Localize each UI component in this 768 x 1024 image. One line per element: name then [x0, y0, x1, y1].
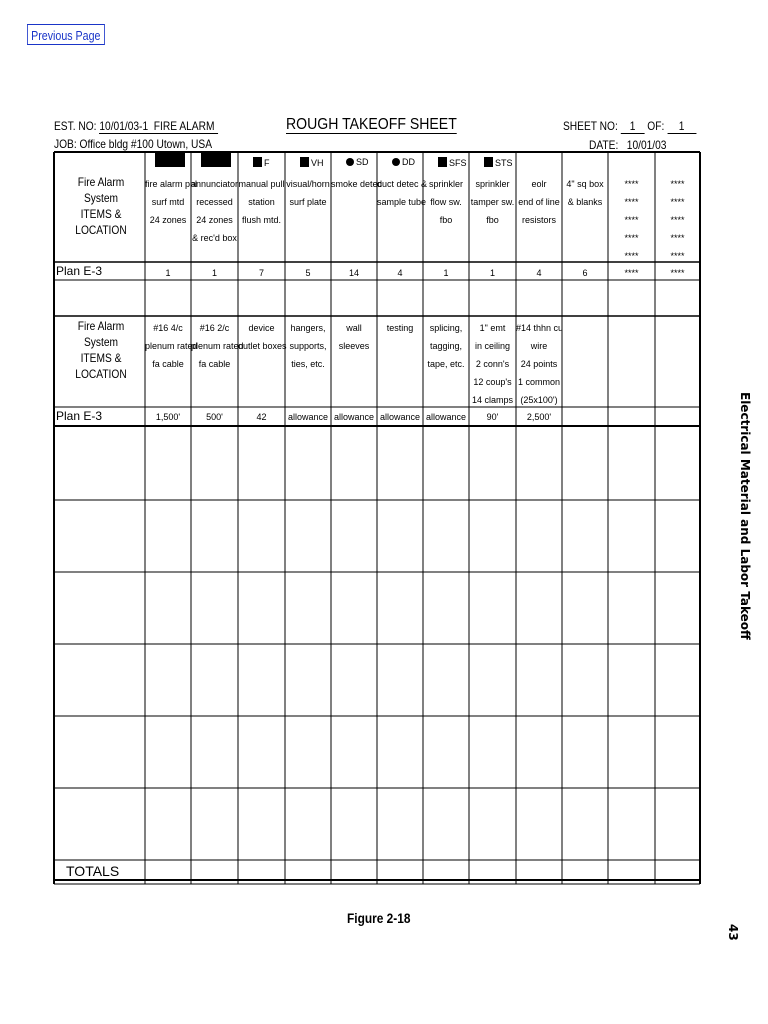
section1-col2-line: manual pull: [238, 179, 285, 189]
job-value: Office bldg #100 Utown, USA: [80, 138, 250, 152]
section1-col10-line: ****: [624, 215, 639, 225]
section1-col1-line: 24 zones: [196, 215, 233, 225]
section1-col5-line: duct detec &: [377, 179, 428, 189]
sheet-value: 1: [621, 120, 645, 134]
section1-col2-line: flush mtd.: [241, 215, 281, 225]
section2-col4-line: wall: [346, 323, 362, 333]
section2-plan-value: 42: [256, 412, 267, 422]
symbol-label: SD: [356, 157, 369, 167]
section2-col6-line: tape, etc.: [427, 359, 465, 369]
section2-row-label: [56, 318, 146, 382]
section1-col5-line: sample tube: [377, 197, 427, 207]
section1-col11-line: ****: [670, 179, 685, 189]
section1-plan-value: 5: [305, 268, 311, 278]
section2-col3-line: hangers,: [290, 323, 326, 333]
row-label-line: ITEMS &: [80, 351, 122, 365]
symbol-dd: [392, 157, 415, 167]
section1-col3-line: surf plate: [289, 197, 327, 207]
section2-col3-line: ties, etc.: [291, 359, 325, 369]
section2-plan-value: allowance: [333, 412, 375, 422]
circle-symbol-icon: [392, 158, 400, 166]
section2-col1-line: fa cable: [198, 359, 231, 369]
symbol-sts: [484, 157, 513, 168]
est-value: 10/01/03-1: [99, 119, 149, 133]
section1-col10-line: ****: [624, 197, 639, 207]
section1-col0-line: fire alarm pnl: [145, 179, 198, 189]
section1-row-label: [56, 174, 146, 238]
symbol-vh: [300, 157, 324, 168]
row-label-line: ITEMS &: [80, 207, 122, 221]
section1-col10-line: ****: [624, 179, 639, 189]
section2-col8-line: #14 thhn cu: [516, 323, 564, 333]
section1-plan-value: 1: [211, 268, 217, 278]
section2-col7-line: 12 coup's: [473, 377, 512, 387]
section1-plan-value: 4: [397, 268, 403, 278]
section1-col4-line: smoke detec: [331, 179, 383, 189]
section1-col7-line: tamper sw.: [470, 197, 515, 207]
section2-col8-line: 1 common: [517, 377, 561, 387]
section1-col3-line: visual/horn: [286, 179, 330, 189]
section1-col8-line: resistors: [521, 215, 556, 225]
section2-col6-line: splicing,: [429, 323, 463, 333]
section1-col8-line: eolr: [531, 179, 547, 189]
section2-plan-value: allowance: [425, 412, 467, 422]
section1-plan-value: 7: [258, 268, 264, 278]
section2-col0-line: plenum rated: [145, 341, 198, 351]
section2-col1-line: plenum rated: [191, 341, 244, 351]
section2-col2-line: outlet boxes: [238, 341, 287, 351]
symbol-sfs: [438, 157, 467, 168]
section1-col6-line: fbo: [439, 215, 453, 225]
filled-symbol-block: [201, 153, 231, 167]
section2-col8-line: 24 points: [520, 359, 558, 369]
section1-plan-value: 14: [348, 268, 359, 278]
section2-plan-value: 500': [206, 412, 223, 422]
side-title: Electrical Material and Labor Takeoff: [738, 392, 752, 640]
section2-col8-line: wire: [530, 341, 548, 351]
square-symbol-icon: [300, 157, 309, 167]
est-desc: FIRE ALARM: [153, 119, 215, 133]
section1-col11-line: ****: [670, 233, 685, 243]
date-value: 10/01/03: [621, 139, 672, 153]
section2-plan-value: 90': [486, 412, 499, 422]
section1-col11-line: ****: [670, 251, 685, 261]
section2-col7-line: 14 clamps: [471, 395, 514, 405]
page-number: 43: [726, 924, 740, 941]
section2-col0-line: #16 4/c: [153, 323, 183, 333]
job-label: JOB:: [54, 137, 77, 151]
section2-col1-line: #16 2/c: [199, 323, 230, 333]
of-label: OF:: [647, 119, 665, 133]
section1-col6-line: sprinkler: [428, 179, 463, 189]
symbol-label: DD: [402, 157, 415, 167]
section1-plan-value: ****: [624, 268, 639, 278]
section1-col7-line: fbo: [486, 215, 499, 225]
of-value: 1: [667, 120, 696, 134]
figure-caption: Figure 2-18: [347, 910, 411, 926]
section1-col8-line: end of line: [518, 197, 560, 207]
section1-plan-value: 1: [165, 268, 171, 278]
section2-col7-line: 2 conn's: [475, 359, 510, 369]
section2-col6-line: tagging,: [429, 341, 463, 351]
square-symbol-icon: [484, 157, 493, 167]
section1-col1-line: recessed: [196, 197, 233, 207]
symbol-label: STS: [495, 158, 513, 168]
section1-col10-line: ****: [624, 251, 639, 261]
row-label-line: Fire Alarm System: [77, 175, 125, 205]
row-label-line: Fire Alarm System: [77, 319, 125, 349]
filled-symbol-block: [155, 153, 185, 167]
square-symbol-icon: [438, 157, 447, 167]
section1-plan-value: ****: [670, 268, 685, 278]
symbol-label: VH: [311, 158, 324, 168]
section2-col4-line: sleeves: [338, 341, 370, 351]
section1-col0-line: surf mtd: [151, 197, 185, 207]
section1-plan-value: 1: [489, 268, 495, 278]
section2-plan-value: allowance: [379, 412, 421, 422]
section1-col6-line: flow sw.: [430, 197, 462, 207]
date-label: DATE:: [589, 138, 619, 152]
sheet-label: SHEET NO:: [563, 119, 618, 133]
section2-col3-line: supports,: [289, 341, 327, 351]
section2-col7-line: in ceiling: [474, 341, 511, 351]
section2-col8-line: (25x100'): [520, 395, 558, 405]
section1-plan-value: 4: [536, 268, 542, 278]
symbol-f: [253, 157, 270, 168]
totals-label: TOTALS: [66, 863, 120, 879]
section1-plan-value: 1: [443, 268, 449, 278]
section2-plan-value: 1,500': [155, 412, 181, 422]
section1-col11-line: ****: [670, 197, 685, 207]
est-label: EST. NO:: [54, 119, 97, 133]
symbol-label: SFS: [449, 158, 467, 168]
circle-symbol-icon: [346, 158, 354, 166]
plan-label-1: Plan E-3: [56, 264, 103, 278]
section1-col0-line: 24 zones: [149, 215, 187, 225]
plan-label-2: Plan E-3: [56, 409, 103, 423]
section2-col0-line: fa cable: [152, 359, 184, 369]
section2-plan-value: 2,500': [526, 412, 552, 422]
section1-col1-line: & rec'd box: [192, 233, 237, 243]
section1-col9-line: 4" sq box: [566, 179, 604, 189]
section1-col10-line: ****: [624, 233, 639, 243]
section2-plan-value: allowance: [287, 412, 329, 422]
sheet-title: ROUGH TAKEOFF SHEET: [286, 116, 457, 133]
section1-col9-line: & blanks: [567, 197, 603, 207]
section1-col2-line: station: [248, 197, 275, 207]
section1-col7-line: sprinkler: [475, 179, 510, 189]
row-label-line: LOCATION: [75, 223, 127, 237]
row-label-line: LOCATION: [75, 367, 127, 381]
previous-page-button[interactable]: Previous Page: [27, 24, 105, 45]
section1-plan-value: 6: [582, 268, 588, 278]
section1-col11-line: ****: [670, 215, 685, 225]
section2-col2-line: device: [248, 323, 275, 333]
section1-col1-line: annunciator: [191, 179, 239, 189]
section2-col7-line: 1" emt: [479, 323, 506, 333]
symbol-label: F: [264, 158, 270, 168]
section2-col5-line: testing: [386, 323, 414, 333]
symbol-sd: [346, 157, 369, 167]
square-symbol-icon: [253, 157, 262, 167]
